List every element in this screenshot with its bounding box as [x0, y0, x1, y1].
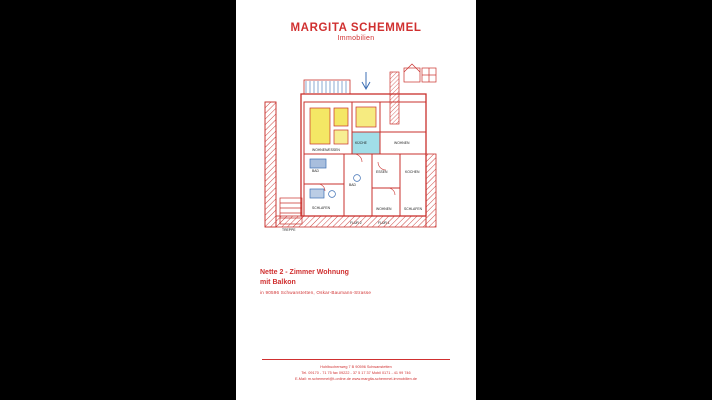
company-subtitle: Immobilien — [337, 35, 375, 42]
svg-text:TREPPE: TREPPE — [282, 228, 296, 232]
document-page — [236, 0, 476, 400]
floorplan-drawing — [258, 58, 458, 253]
svg-text:SCHLAFEN: SCHLAFEN — [312, 206, 331, 210]
svg-text:FLUR 2: FLUR 2 — [350, 221, 362, 225]
svg-text:BAD: BAD — [349, 183, 356, 187]
svg-text:WOHNEN: WOHNEN — [376, 207, 392, 211]
document-header — [236, 22, 476, 42]
caption-line-3: in 90596 Schwanstetten, Oskar-Baumann-Strasse — [260, 290, 372, 295]
svg-text:ESSEN: ESSEN — [376, 170, 388, 174]
svg-text:WOHNEN/ESSEN: WOHNEN/ESSEN — [312, 148, 340, 152]
footer-address: Hohlbuchenweg 7 B 90596 Schwanstetten — [320, 365, 392, 369]
company-name: MARGITA SCHEMMEL — [290, 22, 422, 34]
footer-divider — [262, 359, 450, 360]
svg-text:SCHLAFEN: SCHLAFEN — [404, 207, 423, 211]
caption-line-2: mit Balkon — [260, 279, 296, 286]
listing-caption — [260, 268, 460, 295]
document-footer — [236, 359, 476, 382]
svg-text:WOHNEN: WOHNEN — [394, 141, 410, 145]
svg-text:FLUR 1: FLUR 1 — [378, 221, 390, 225]
svg-text:BAD: BAD — [312, 169, 319, 173]
svg-text:KÜCHE: KÜCHE — [355, 141, 367, 145]
caption-line-1: Nette 2 - Zimmer Wohnung — [260, 269, 349, 276]
footer-email: E-Mail: m.schemmel@t-online.de www.margita-schemmel-immobilien.de — [294, 377, 417, 381]
footer-contact: Tel. 09170 - 71 75 fax 09222 - 37 5 17 37 Mobil 0171 - 41 99 746 — [301, 371, 411, 375]
svg-text:KOCHEN: KOCHEN — [405, 170, 420, 174]
